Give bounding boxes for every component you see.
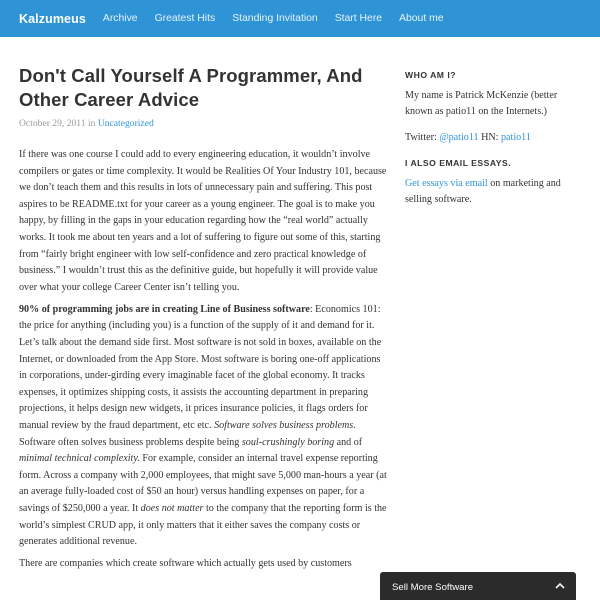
sidebar-social — [405, 130, 585, 147]
paragraph-italic: soul-crushingly boring — [241, 436, 335, 448]
post-title: Don't Call Yourself A Programmer, And Other Career Advice — [19, 65, 363, 110]
sidebar-who-text: My name is Patrick McKenzie (better known as patio11 on the Internets.) — [405, 89, 558, 117]
sidebar-heading-who: WHO AM I? — [405, 70, 456, 80]
paragraph-text: and of — [334, 436, 363, 448]
post-category-link[interactable]: Uncategorized — [97, 118, 154, 129]
chevron-up-icon[interactable] — [554, 580, 566, 595]
post-article — [19, 64, 387, 578]
post-date: October 29, 2011 — [19, 118, 86, 129]
paragraph-text: Software often solves business problems despite being — [19, 436, 242, 448]
sidebar-heading-essays: I ALSO EMAIL ESSAYS. — [405, 158, 512, 168]
paragraph-bold-lead: 90% of programming jobs are in creating Line of Business software — [19, 303, 310, 315]
nav-greatest-hits[interactable]: Greatest Hits — [154, 13, 216, 24]
top-navbar — [0, 0, 600, 37]
hn-label: HN: — [478, 131, 501, 143]
post-paragraph-1: If there was one course I could add to every engineering education, it wouldn’t involve compilers or gates or time complexity. It would be Realities Of Your Industry 101, because we don’t teach them and this results in lots of unnecessary pain and suffering. This post aspires to be README.txt for your career as a young engineer. The goal is to make you happy, by filling in the gaps in your education regarding how the “real world” actually works. It took me about ten years and a lot of suffering to figure out some of this, starting from “fairly bright engineer with low self-confidence and zero practical knowledge of business.” I wouldn’t trust this as the definitive guide, but hopefully it will provide value over what your college Career Center isn’t telling you. — [19, 149, 387, 293]
popup-label: Sell More Software — [392, 581, 474, 593]
sidebar — [405, 67, 585, 218]
post-meta-in: in — [87, 118, 96, 129]
paragraph-italic: Software solves business problems. — [214, 420, 356, 431]
paragraph-text: : Economics 101: the price for anything (including you) is a function of the supply of it and demand for it. Let’s talk about the demand side first. Most software is not sold in boxes, available on the Internet, or downloaded from the App Store. Most software is boring one-off applications in corporations, under-girding every imaginable facet of the global economy. It tracks expenses, it optimizes shipping costs, it assists the accounting department in preparing projections, it helps design new widgets, it prices insurance policies, it flags orders for manual review by the fraud department, etc etc. — [19, 303, 382, 431]
paragraph-text: to the company that the reporting form is the world’s simplest CRUD app, it only matters that it either saves the company costs or generates additional revenue. — [19, 502, 387, 548]
sidebar-essays — [405, 176, 585, 209]
essays-text: on marketing and selling software. — [405, 177, 561, 205]
sell-more-software-popup[interactable] — [380, 572, 576, 600]
nav-about-me[interactable]: About me — [399, 13, 444, 24]
twitter-label: Twitter: — [405, 131, 440, 143]
paragraph-text: For example, consider an internal travel expense reporting form. Across a company with 2,000 employees, that might save 5,000 man-hours a year (at an average fully-loaded cost of $50 an hour) versus handling expenses on paper, for a savings of $250,000 a year. It — [19, 453, 387, 514]
post-paragraph-2 — [19, 302, 387, 551]
twitter-link[interactable]: @patio11 — [439, 131, 479, 143]
nav-archive[interactable]: Archive — [102, 13, 138, 24]
essays-email-link[interactable]: Get essays via email — [405, 177, 488, 189]
nav-start-here[interactable]: Start Here — [334, 13, 383, 24]
paragraph-italic: minimal technical complexity. — [19, 453, 140, 465]
nav-standing-invitation[interactable]: Standing Invitation — [232, 13, 318, 24]
hn-link[interactable]: patio11 — [500, 131, 531, 143]
post-content — [19, 147, 387, 573]
site-brand-link[interactable]: Kalzumeus — [19, 11, 86, 26]
post-meta — [19, 118, 387, 129]
paragraph-italic: does not matter — [140, 502, 204, 514]
post-paragraph-3: There are companies which create software which actually gets used by customers — [19, 558, 352, 570]
